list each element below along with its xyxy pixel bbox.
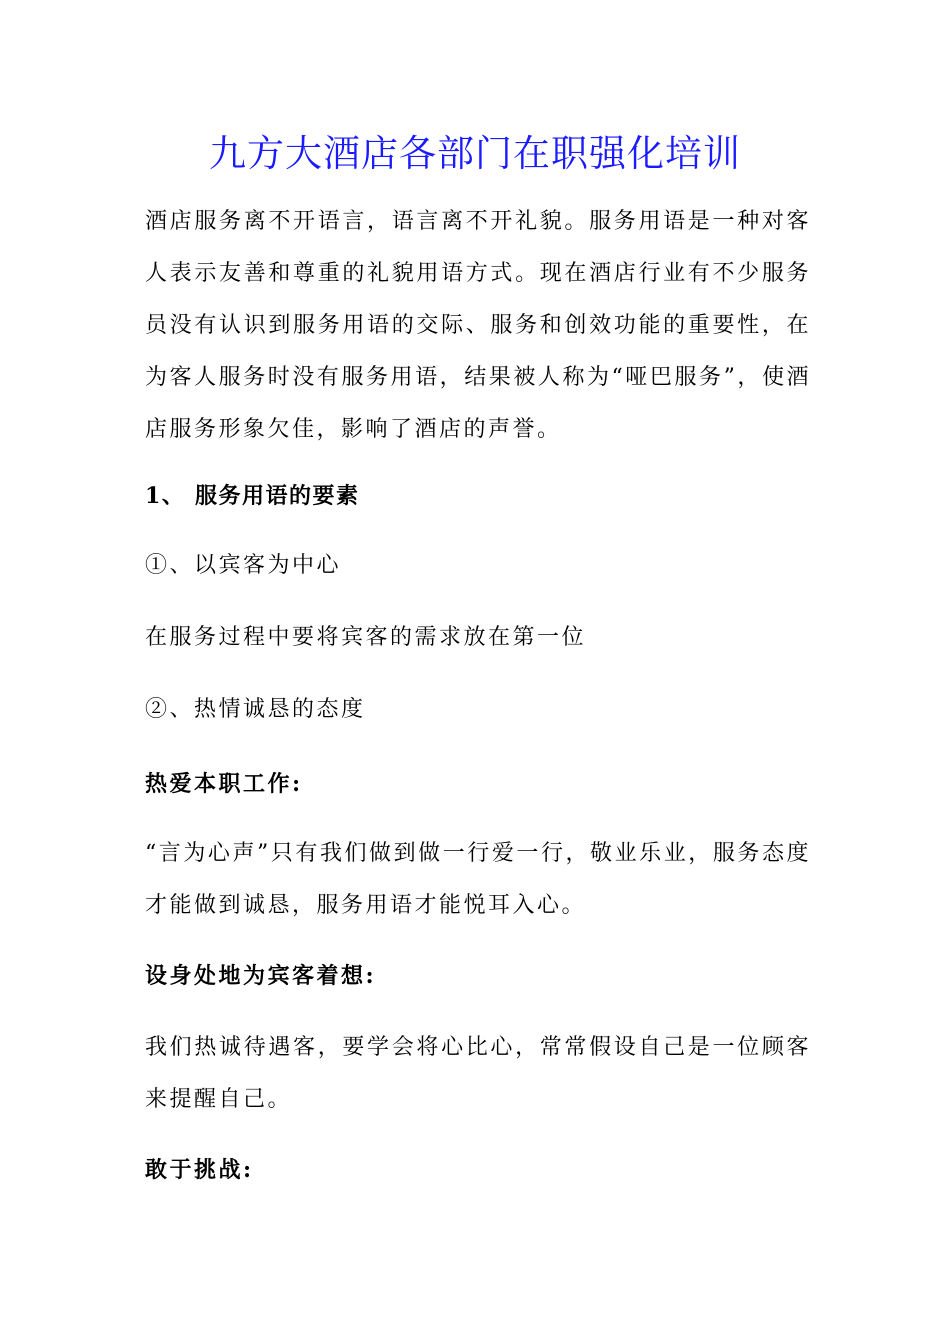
item1-text: 在服务过程中要将宾客的需求放在第一位 <box>145 625 587 650</box>
item1-heading: ①、以宾客为中心 <box>145 553 342 578</box>
love-work-paragraph: “言为心声”只有我们做到做一行爱一行，敬业乐业，服务态度才能做到诚恳，服务用语才能悦耳入心。 <box>145 841 811 918</box>
document-title: 九方大酒店各部门在职强化培训 <box>209 132 741 175</box>
intro-paragraph: 酒店服务离不开语言，语言离不开礼貌。服务用语是一种对客人表示友善和尊重的礼貌用语方式。现在酒店行业有不少服务员没有认识到服务用语的交际、服务和创效功能的重要性，在为客人服务时没有服务用语，结果被人称为“哑巴服务”，使酒店服务形象欠佳，影响了酒店的声誉。 <box>145 209 811 442</box>
empathy-heading: 设身处地为宾客着想: <box>145 963 377 989</box>
section-heading <box>145 470 811 522</box>
section-number: 1、 <box>145 483 186 509</box>
section-heading-text: 服务用语的要素 <box>195 483 360 509</box>
empathy-paragraph: 我们热诚待遇客，要学会将心比心，常常假设自己是一位顾客来提醒自己。 <box>145 1035 811 1112</box>
love-work-heading: 热爱本职工作: <box>145 771 303 797</box>
item2-heading: ②、热情诚恳的态度 <box>145 697 366 722</box>
challenge-heading: 敢于挑战: <box>145 1157 254 1183</box>
